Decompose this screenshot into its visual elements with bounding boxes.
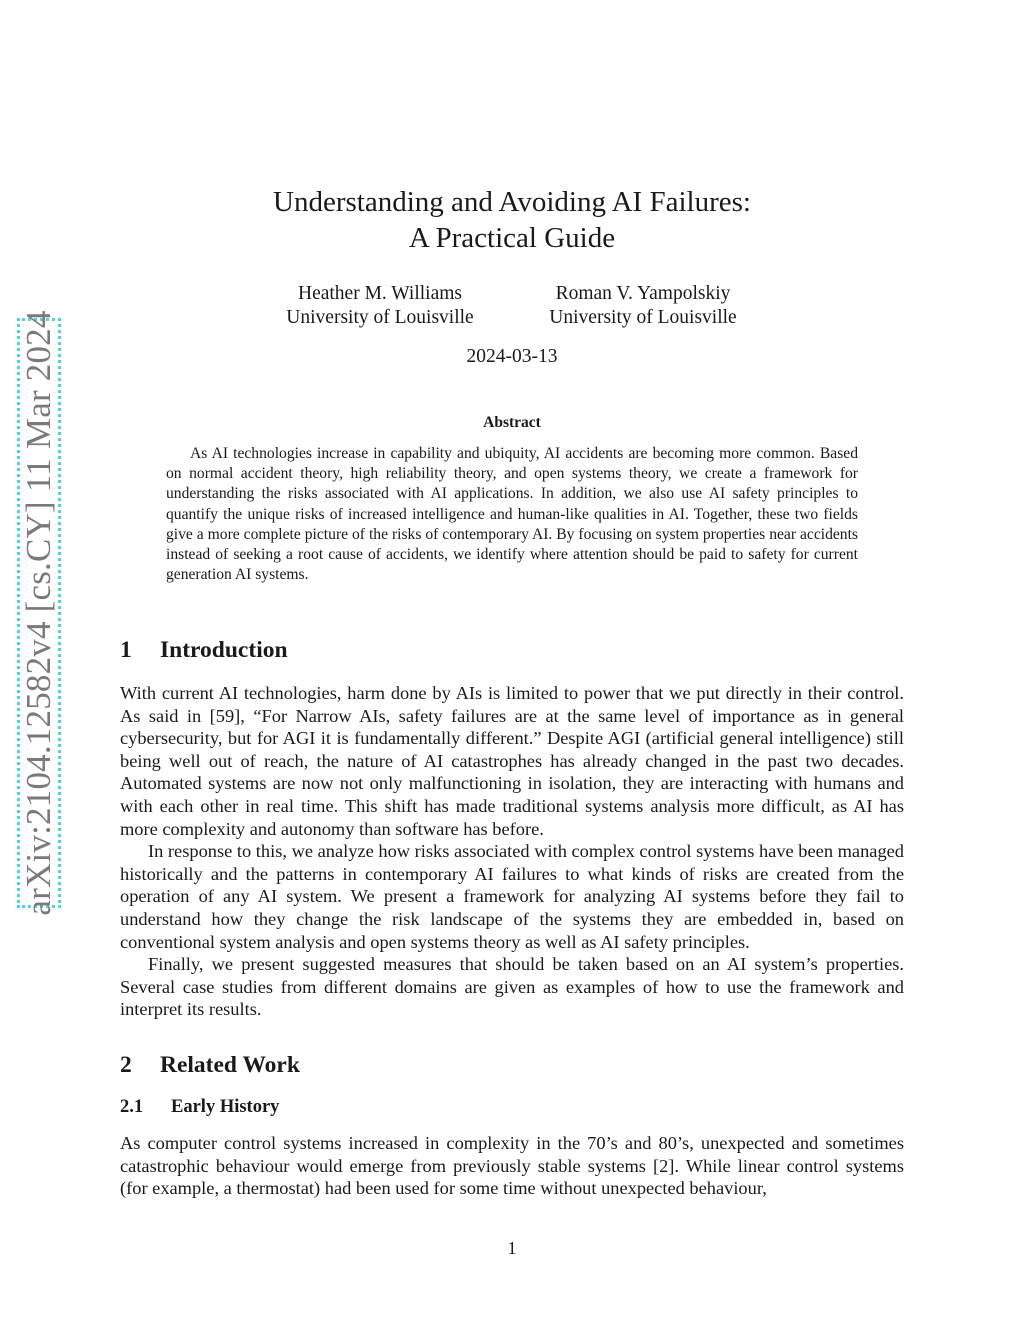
- subsection-heading-early-history: [120, 1097, 279, 1118]
- paragraph: As computer control systems increased in complexity in the 70’s and 80’s, unexpected and sometimes catastrophic behaviour would emerge from previously stable systems [2]. While linear control systems (for example, a thermostat) had been used for some time without unexpected behaviour,: [120, 1133, 904, 1199]
- title-line-1: Understanding and Avoiding AI Failures:: [273, 186, 751, 218]
- section-number: 2: [120, 1052, 132, 1078]
- section-title: Related Work: [160, 1052, 300, 1078]
- paragraph: In response to this, we analyze how risks associated with complex control systems have been managed historically and the patterns in contemporary AI failures to what kinds of risks are created from the operation of any AI system. We present a framework for analyzing AI systems before they fail to understand how they change the risk landscape of the systems they are embedded in, based on conventional system analysis and open systems theory as well as AI safety principles.: [120, 841, 904, 952]
- subsection-number: 2.1: [120, 1097, 144, 1117]
- author-name: Roman V. Yampolskiy: [555, 283, 731, 304]
- early-history-body: [120, 1132, 904, 1200]
- author-affiliation: University of Louisville: [549, 307, 737, 328]
- paper-title: [0, 184, 1024, 256]
- title-line-2: A Practical Guide: [408, 222, 616, 254]
- author-name: Heather M. Williams: [297, 283, 463, 304]
- paper-date: 2024-03-13: [466, 346, 558, 367]
- paragraph: With current AI technologies, harm done by AIs is limited to power that we put directly in their control. As said in [59], “For Narrow AIs, safety failures are at the same level of importance as in general cybersecurity, but for AGI it is fundamentally different.” Despite AGI (artificial general intelligence) still being well out of reach, the nature of AI catastrophes has already changed in the past two decades. Automated systems are now not only malfunctioning in isolation, they are interacting with humans and with each other in real time. This shift has made traditional systems analysis more difficult, as AI has more complexity and autonomy than software has before.: [120, 683, 904, 839]
- section-number: 1: [120, 637, 132, 663]
- abstract-text: As AI technologies increase in capability and ubiquity, AI accidents are becoming more common. Based on normal accident theory, high reliability theory, and open systems theory, we create a framework for understanding the risks associated with AI applications. In addition, we also use AI safety principles to quantify the unique risks of increased intelligence and human-like qualities in AI. Together, these two fields give a more complete picture of the risks of contemporary AI. By focusing on system properties near accidents instead of seeking a root cause of accidents, we identify where attention should be paid to safety for current generation AI systems.: [166, 445, 858, 584]
- section-title: Introduction: [160, 637, 288, 663]
- page-number: 1: [507, 1238, 517, 1258]
- introduction-body: [120, 682, 904, 1021]
- arxiv-identifier[interactable]: arXiv:2104.12582v4 [cs.CY] 11 Mar 2024: [17, 318, 61, 908]
- author-2: [513, 282, 773, 330]
- author-affiliation: University of Louisville: [286, 307, 474, 328]
- paragraph: Finally, we present suggested measures that should be taken based on an AI system’s properties. Several case studies from different domains are given as examples of how to use the framework and interpret its results.: [120, 954, 904, 1020]
- section-heading-related-work: [120, 1052, 300, 1079]
- abstract-heading: Abstract: [483, 414, 541, 431]
- author-1: [250, 282, 510, 330]
- arxiv-stamp: [17, 310, 61, 916]
- subsection-title: Early History: [171, 1097, 280, 1117]
- section-heading-introduction: [120, 637, 288, 664]
